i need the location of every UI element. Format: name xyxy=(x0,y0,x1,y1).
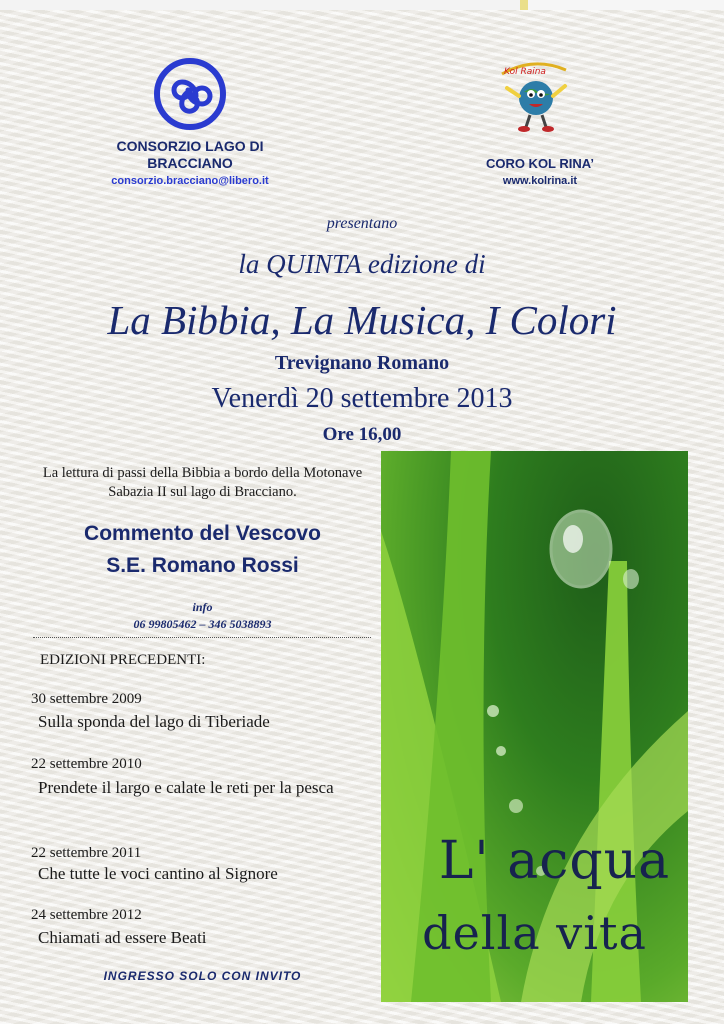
photo-caption-line-2: della vita xyxy=(422,906,647,960)
edition-subtitle: la QUINTA edizione di xyxy=(238,249,486,279)
svg-text:Kol Raina: Kol Raina xyxy=(504,67,546,77)
previous-editions-title: EDIZIONI PRECEDENTI: xyxy=(40,652,206,668)
event-title: La Bibbia, La Musica, I Colori xyxy=(107,297,617,343)
event-time: Ore 16,00 xyxy=(322,424,402,445)
kol-rina-mascot-icon xyxy=(490,52,576,138)
top-band xyxy=(0,0,724,10)
presentano-text: presentano xyxy=(326,215,398,232)
dotted-divider xyxy=(33,637,371,638)
info-phone: 06 99805462 – 346 5038893 xyxy=(133,617,272,631)
edition-title: Chiamati ad essere Beati xyxy=(38,928,207,947)
commento-line-2: S.E. Romano Rossi xyxy=(106,554,299,577)
edition-title: Sulla sponda del lago di Tiberiade xyxy=(38,712,270,731)
edition-date: 24 settembre 2012 xyxy=(31,907,142,923)
consorzio-name: CONSORZIO LAGO DI BRACCIANO xyxy=(116,138,264,171)
commento-block xyxy=(25,518,380,582)
edition-title: Prendete il largo e calate le reti per la pesca xyxy=(38,778,334,797)
invitation-notice: INGRESSO SOLO CON INVITO xyxy=(103,969,302,983)
event-date: Venerdì 20 settembre 2013 xyxy=(211,383,513,414)
event-location: Trevignano Romano xyxy=(274,352,450,374)
edition-title: Che tutte le voci cantino al Signore xyxy=(38,864,278,883)
consorzio-email[interactable]: consorzio.bracciano@libero.it xyxy=(111,175,269,187)
triskelion-icon xyxy=(152,56,228,132)
event-description: La lettura di passi della Bibbia a bordo della Motonave Sabazia II sul lago di Bracciano. xyxy=(42,465,363,500)
edition-date: 22 settembre 2011 xyxy=(31,845,142,861)
edition-date: 30 settembre 2009 xyxy=(31,691,142,707)
coro-name: CORO KOL RINA’ xyxy=(485,156,595,171)
commento-line-1: Commento del Vescovo xyxy=(84,522,321,545)
water-drop-photo xyxy=(381,451,688,1002)
edition-date: 22 settembre 2010 xyxy=(31,756,142,772)
coro-website[interactable]: www.kolrina.it xyxy=(502,175,578,187)
photo-caption-line-1: L' acqua xyxy=(438,831,671,891)
info-label: info xyxy=(192,600,213,614)
